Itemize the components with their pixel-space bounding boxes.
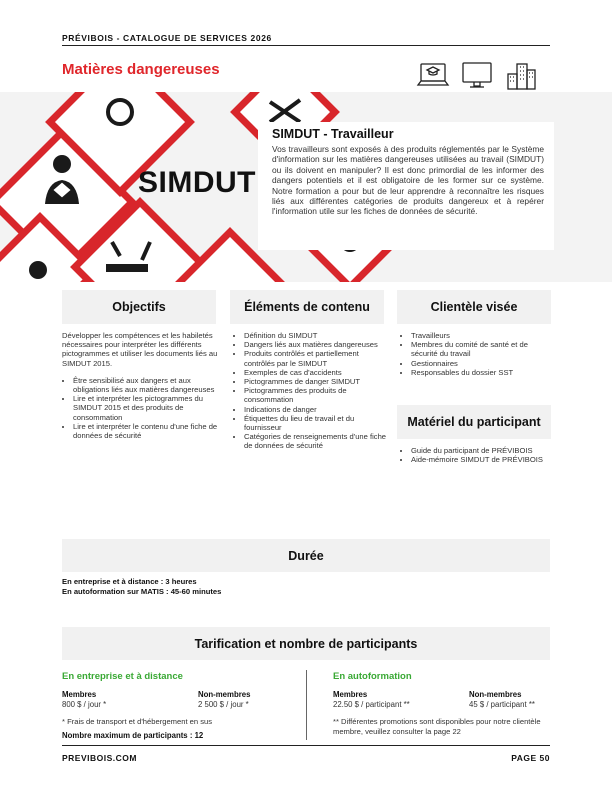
tarif-left-members-price: 800 $ / jour * bbox=[62, 700, 107, 709]
tarif-right-note: ** Différentes promotions sont disponibles pour notre clientèle membre, veuillez consulter la page 22 bbox=[333, 717, 541, 736]
duree-heading: Durée bbox=[62, 539, 550, 572]
objectifs-intro: Développer les compétences et les habiletés nécessaires pour interpréter les différents pictogrammes et utiliser les documents liés au SIMDUT 2015. bbox=[62, 331, 218, 368]
course-title: SIMDUT - Travailleur bbox=[272, 127, 394, 141]
simdut-hero-text: SIMDUT bbox=[138, 166, 256, 199]
course-description: Vos travailleurs sont exposés à des produits réglementés par le Système d'information sur les matières dangereuses utilisées au travail (SIMDUT) ou ils doivent en manipuler? Il est donc primordial de les informer des dangers potentiels et il est obligatoire de les former sur ce système. Notre formation a pour but de leur apprendre à reconnaître les risques liés aux différentes catégories de produits dangereux et à repérer l'information utile sur les fiches de données de sécurité. bbox=[272, 144, 544, 217]
running-header: PRÉVIBOIS - CATALOGUE DE SERVICES 2026 bbox=[62, 33, 272, 43]
list-item: • Exemples de cas d'accidents bbox=[244, 368, 389, 377]
clientele-heading: Clientèle visée bbox=[397, 290, 551, 324]
list-item: • Produits contrôlés et partiellement contrôlés par le SIMDUT bbox=[244, 349, 389, 367]
materiel-list bbox=[400, 446, 556, 464]
tarif-left-nonmembers-price: 2 500 $ / jour * bbox=[198, 700, 249, 709]
duree-line-autoformation: En autoformation sur MATIS : 45-60 minutes bbox=[62, 586, 222, 596]
format-icons bbox=[416, 58, 538, 92]
list-item: • Être sensibilisé aux dangers et aux obligations liés aux matières dangereuses bbox=[73, 376, 220, 394]
list-item: • Lire et interpréter les pictogrammes du SIMDUT 2015 et des produits de consommation bbox=[73, 394, 220, 422]
footer-website: PREVIBOIS.COM bbox=[62, 753, 137, 763]
tarification-heading: Tarification et nombre de participants bbox=[62, 627, 550, 660]
tarif-right-title: En autoformation bbox=[333, 671, 412, 682]
course-intro-card bbox=[258, 122, 554, 250]
clientele-body bbox=[400, 331, 556, 377]
tarif-left-nonmembers-label: Non-membres bbox=[198, 690, 251, 699]
duree-line-entreprise: En entreprise et à distance : 3 heures bbox=[62, 577, 197, 586]
tarif-left-max-participants: Nombre maximum de participants : 12 bbox=[62, 731, 204, 740]
list-item: • Responsables du dossier SST bbox=[411, 368, 556, 377]
list-item: • Membres du comité de santé et de sécurité du travail bbox=[411, 340, 556, 358]
buildings-icon bbox=[504, 58, 538, 92]
list-item: • Travailleurs bbox=[411, 331, 556, 340]
list-item: • Gestionnaires bbox=[411, 359, 556, 368]
list-item: • Définition du SIMDUT bbox=[244, 331, 389, 340]
list-item: • Aide-mémoire SIMDUT de PRÉVIBOIS bbox=[411, 455, 556, 464]
objectifs-heading: Objectifs bbox=[62, 290, 216, 324]
tarif-right-nonmembers-label: Non-membres bbox=[469, 690, 522, 699]
list-item: • Étiquettes du lieu de travail et du fournisseur bbox=[244, 414, 389, 432]
tarif-right-members-label: Membres bbox=[333, 690, 368, 699]
tarif-left-members-label: Membres bbox=[62, 690, 97, 699]
objectifs-list bbox=[62, 376, 220, 440]
materiel-heading: Matériel du participant bbox=[397, 405, 551, 439]
materiel-body bbox=[400, 446, 556, 464]
objectifs-body bbox=[62, 331, 220, 440]
graduation-laptop-icon bbox=[416, 58, 450, 92]
contenu-body bbox=[233, 331, 389, 451]
list-item: • Pictogrammes de danger SIMDUT bbox=[244, 377, 389, 386]
footer-rule bbox=[62, 745, 550, 746]
list-item: • Pictogrammes des produits de consommation bbox=[244, 386, 389, 404]
list-item: • Guide du participant de PRÉVIBOIS bbox=[411, 446, 556, 455]
tarif-left-title: En entreprise et à distance bbox=[62, 671, 183, 682]
list-item: • Dangers liés aux matières dangereuses bbox=[244, 340, 389, 349]
tarif-divider bbox=[306, 670, 307, 740]
list-item: • Catégories de renseignements d'une fiche de données de sécurité bbox=[244, 432, 389, 450]
contenu-list bbox=[233, 331, 389, 451]
list-item: • Lire et interpréter le contenu d'une fiche de données de sécurité bbox=[73, 422, 220, 440]
header-rule bbox=[62, 45, 550, 46]
computer-monitor-icon bbox=[460, 58, 494, 92]
clientele-list bbox=[400, 331, 556, 377]
tarif-right-members-price: 22.50 $ / participant ** bbox=[333, 700, 410, 709]
section-title: Matières dangereuses bbox=[62, 61, 220, 78]
duree-details bbox=[62, 577, 221, 596]
contenu-heading: Éléments de contenu bbox=[230, 290, 384, 324]
tarif-right-nonmembers-price: 45 $ / participant ** bbox=[469, 700, 535, 709]
tarif-left-note: * Frais de transport et d'hébergement en sus bbox=[62, 717, 213, 726]
footer-page-number: PAGE 50 bbox=[511, 753, 550, 763]
list-item: • Indications de danger bbox=[244, 405, 389, 414]
hero-banner bbox=[0, 92, 612, 282]
